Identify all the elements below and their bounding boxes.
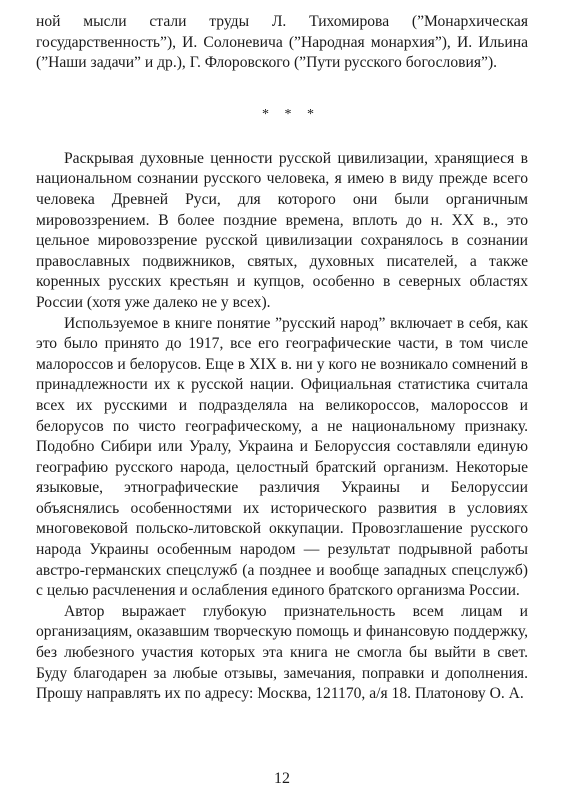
paragraph-russian-people: Используемое в книге понятие ”русский народ” включает в себя, как это было принято до 1917, все его географические части, в том числе малороссов и белорусов. Еще в XIX в. ни у кого не возникало сомнений в принадлежности их к русской нации. Официальная статистика считала всех их русскими и подразделяла на великороссов, малороссов и белорусов по чисто географическому, а не национальному признаку. Подобно Сибири или Уралу, Украина и Белоруссия составляли единую географию русского народа, целостный братский организм. Некоторые языковые, этнографические различия Украины и Белоруссии объяснялись особенностями их исторического развития в условиях многовековой польско-литовской оккупации. Провозглашение русского народа Украины особенным народом — результат подрывной работы австро-германских спецслужб (а позднее и вообще западных спецслужб) с целью расчленения и ослабления единого братского организма России. [36, 314, 528, 600]
section-separator: * * * [262, 106, 320, 122]
page-number: 12 [274, 770, 290, 787]
paragraph-acknowledgements: Автор выражает глубокую признательность всем лицам и организациям, оказавшим творческую помощь и финансовую поддержку, без любезного участия которых эта книга не смогла бы выйти в свет. Буду благодарен за любые отзывы, замечания, поправки и дополнения. Прошу направлять их по адресу: Москва, 121170, а/я 18. Платонову О. А. [36, 602, 528, 703]
paragraph-civilization: Раскрывая духовные ценности русской цивилизации, хранящиеся в национальном сознании русского человека, я имею в виду прежде всего человека Древней Руси, для которого они были органичным мировоззрением. В более поздние времена, вплоть до н. XX в., это цельное мировоззрение русской цивилизации сохранялось в сознании православных подвижников, святых, духовных писателей, а также коренных русских крестьян и купцов, особенно в северных областях России (хотя уже далеко не у всех). [36, 149, 528, 311]
page-body [36, 12, 528, 705]
intro-paragraph: ной мысли стали труды Л. Тихомирова (”Монархическая государственность”), И. Солоневича (”Народная монархия”), И. Ильина (”Наши задачи” и др.), Г. Флоровского (”Пути русского богословия”). [36, 13, 528, 72]
